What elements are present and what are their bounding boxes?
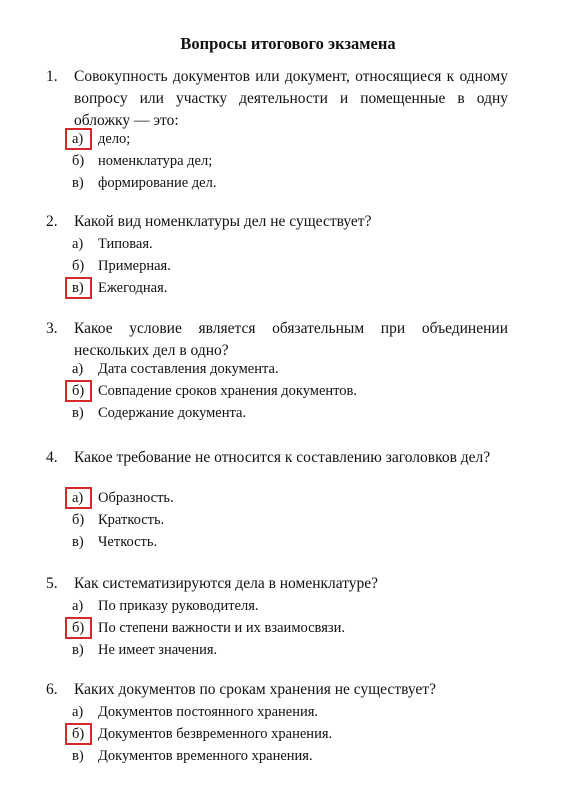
question-text: Каких документов по срокам хранения не существует? [74,681,436,698]
answer-option-c [0,402,576,424]
option-text: дело; [98,131,131,147]
question-text: Какое условие является обязательным при объединении нескольких дел в одно? [74,320,508,359]
option-letter: а) [72,236,84,252]
option-text: Типовая. [98,236,153,252]
answer-option-a [0,701,576,723]
page-title: Вопросы итогового экзамена [180,34,396,53]
question-number: 4. [46,449,58,466]
answer-option-b [0,150,576,172]
answer-option-b [0,509,576,531]
option-text: Документов постоянного хранения. [98,704,319,720]
question-text: Какой вид номенклатуры дел не существует? [74,213,372,230]
answer-option-a [0,595,576,617]
answer-option-a [0,128,576,150]
answer-option-b [0,723,576,745]
question-number: 3. [46,320,58,337]
option-text: По приказу руководителя. [98,598,259,614]
answer-option-b [0,255,576,277]
answer-option-c [0,277,576,299]
option-text: Образность. [98,490,174,506]
option-letter: а) [72,704,84,720]
option-letter: в) [72,534,84,550]
option-text: По степени важности и их взаимосвязи. [98,620,345,636]
answer-option-b [0,380,576,402]
option-text: Дата составления документа. [98,361,279,377]
option-letter: б) [72,153,85,169]
option-text: Документов временного хранения. [98,748,313,764]
answer-option-a [0,358,576,380]
question-text: Какое требование не относится к составлению заголовков дел? [74,449,491,466]
option-text: номенклатура дел; [98,153,213,169]
option-letter: в) [72,642,84,658]
question-text: Как систематизируются дела в номенклатуре? [74,575,379,592]
option-letter: а) [72,598,84,614]
option-letter: а) [72,361,84,377]
option-letter: в) [72,280,84,296]
option-text: Четкость. [98,534,158,550]
question-number: 1. [46,68,58,85]
question-number: 2. [46,213,58,230]
option-text: Совпадение сроков хранения документов. [98,383,358,399]
option-text: Краткость. [98,512,165,528]
option-text: Примерная. [98,258,171,274]
option-letter: в) [72,748,84,764]
option-letter: б) [72,620,85,636]
option-letter: а) [72,490,84,506]
answer-option-c [0,172,576,194]
option-text: Ежегодная. [98,280,168,296]
option-text: Содержание документа. [98,405,247,421]
answer-option-a [0,233,576,255]
option-letter: б) [72,726,85,742]
option-text: Документов безвременного хранения. [98,726,333,742]
option-letter: б) [72,512,85,528]
answer-option-c [0,639,576,661]
option-letter: б) [72,383,85,399]
option-letter: а) [72,131,84,147]
question-text: Совокупность документов или документ, относящиеся к одному вопросу или участку деятельности и помещенные в одну обложку — это: [74,68,508,129]
answer-option-b [0,617,576,639]
option-letter: в) [72,175,84,191]
option-letter: б) [72,258,85,274]
option-letter: в) [72,405,84,421]
question-number: 5. [46,575,58,592]
option-text: формирование дел. [98,175,217,191]
option-text: Не имеет значения. [98,642,218,658]
question-number: 6. [46,681,58,698]
answer-option-a [0,487,576,509]
answer-option-c [0,745,576,767]
answer-option-c [0,531,576,553]
